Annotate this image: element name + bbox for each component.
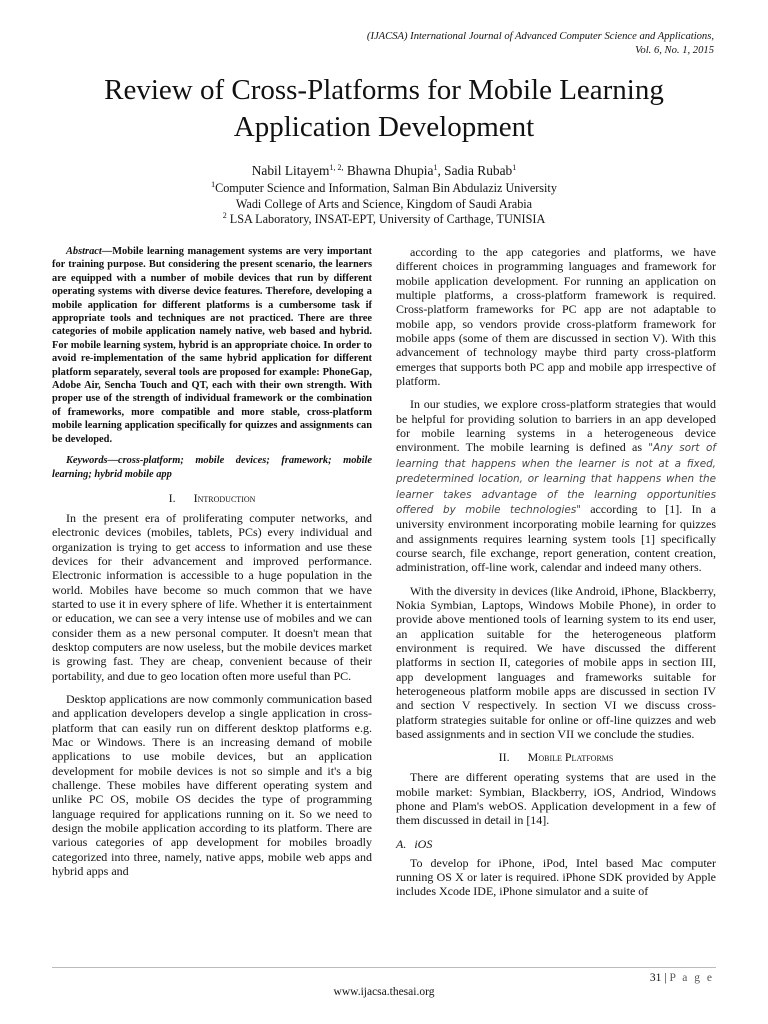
- paper-title: Review of Cross-Platforms for Mobile Learning Application Development: [104, 74, 664, 143]
- intro-paragraph-2: Desktop applications are now commonly communication based and application developers develop a single application in cross-platform that can easily run on different desktop platforms e.g. Mac or Windows. There is an increasing demand of mobile applications to use mobile devices, but an application development for mobile devices is not so simple and it's a big challenge. These mobiles have different operating system and unlike PC OS, mobile OS decides the type of programming language required for applications running on it. So we need to design the mobile application according to its platform. There are various categories of app development for mobiles broadly categorized into three, namely, native apps, mobile web apps and hybrid apps and: [52, 692, 372, 879]
- author-1: Nabil Litayem: [251, 163, 330, 178]
- abstract: Abstract—Mobile learning management systems are very important for training purpose. But considering the present scenario, the learners are equipped with a number of mobile devices that run by different operating systems with diverse device features. Therefore, developing a mobile application for different platforms is a cumbersome task if appropriate tools and techniques are not practiced. There are three categories of mobile application namely native, web based and hybrid. For mobile learning system, hybrid is an appropriate choice. In order to avoid re-implementation of the same hybrid application for different platform separately, several tools are proposed for example: PhoneGap, Adobe Air, Sencha Touch and QT, each with their own strength. With proper use of the strength of individual framework or the combination of frameworks, more compatible and more stable, cross-platform mobile learning application specifically for quizzes and assignments can be developed.: [52, 246, 372, 445]
- intro-paragraph-5: With the diversity in devices (like Android, iPhone, Blackberry, Nokia Symbian, Laptops, Windows Mobile Phone), in order to provide above mentioned tools of learning system to its end user, an application suitable for the heterogeneous platform environment is required. We have discussed the different platforms in section II, categories of mobile apps in section III, app development languages and frameworks suitable for heterogeneous platform mobile apps are discussed in section IV and section V respectively. In section VI we discuss cross-platform strategies suitable for online or off-line quizzes and web based assignments and in section VII we conclude the studies.: [396, 583, 716, 741]
- intro-paragraph-1: In the present era of proliferating computer networks, and electronic devices (mobiles, tablets, PCs) every individual and organization is trying to get access to information and use these devices for their advancement and improved performance. Electronic information is accessible to a huge population in the world. Mobiles have become so much common that we have started to use it in every sphere of life. Whether it is entertainment or education, we can see a very intense use of mobiles and we can consider them as a new personal computer. It doesn't mean that desktop computers are now useless, but the mobile devices market is growing fast. They are cheap, convenient because of their portability, and due to geo location often more useful than PC.: [52, 510, 372, 683]
- affiliation-1: $^1$Computer Science and Information, Salman Bin Abdulaziz University: [211, 180, 557, 195]
- page-number: 31 | P a g e: [649, 972, 714, 984]
- ios-paragraph-1: To develop for iPhone, iPod, Intel based Mac computer running OS X or later is required. iPhone SDK provided by Apple includes Xcode IDE, iPhone simulator and a suite of: [396, 855, 716, 899]
- left-column: [52, 245, 372, 888]
- mobile-learning-definition: "Any sort of learning that happens when the learner is not at a fixed, predetermined location, or learning that happens when the learner takes advantage of the learning opportunities offered by mobile technologies": [396, 442, 716, 516]
- section-heading-mobile-platforms: II. Mobile Platforms: [498, 750, 614, 765]
- right-column: [396, 245, 716, 908]
- author-2: Bhawna Dhupia: [343, 163, 434, 178]
- intro-paragraph-4: In our studies, we explore cross-platform strategies that would be helpful for providing solution to barriers in an app developed for mobile learning systems in a heterogeneous device environment. The mobile learning is defined as "Any sort of learning that happens when the learner is not at a fixed, predetermined location, or learning that happens when the learner takes advantage of the learning opportunities offered by mobile technologies" according to [1]. In a university environment incorporating mobile learning for quizzes and assignments requires learning system tools [1] specifically course search, file exchange, report generation, content creation, administration, off-line work, calendar and indeed many others.: [396, 397, 716, 575]
- intro-paragraph-3: according to the app categories and platforms, we have different choices in programming languages and framework for mobile application development. For running an application on multiple platforms, a cross-platform framework is required. Cross-platform frameworks for PC app are not adaptable to mobile app, so vendors provide cross-platform framework for mobile apps (some of them are discussed in section V). With this advancement of technology maybe third party cross-platform emerges that supports both PC app and mobile app irrespective of platform.: [396, 245, 716, 389]
- author-3: , Sadia Rubab: [437, 163, 513, 178]
- journal-url: www.ijacsa.thesai.org: [333, 986, 435, 998]
- platforms-paragraph-1: There are different operating systems that are used in the mobile market: Symbian, Blackberry, iOS, Andriod, Windows phone and Plam's webOS. Application development in a few of them discussed in detail in [14].: [396, 770, 716, 828]
- author-list: Nabil Litayem$^{1, 2,}$ Bhawna Dhupia$^1$, Sadia Rubab$^1$: [251, 163, 517, 178]
- journal-header: [367, 30, 714, 58]
- affiliation-1-line2: Wadi College of Arts and Science, Kingdom of Saudi Arabia: [235, 196, 533, 211]
- section-heading-introduction: I. Introduction: [168, 490, 256, 505]
- affiliation-2: $^2$ LSA Laboratory, INSAT-EPT, University of Carthage, TUNISIA: [222, 211, 546, 226]
- keywords: Keywords—cross-platform; mobile devices; framework; mobile learning; hybrid mobile app: [52, 455, 372, 480]
- affiliations: [0, 181, 768, 228]
- footer-divider: [52, 967, 716, 968]
- journal-name: (IJACSA) International Journal of Advanced Computer Science and Applications,: [366, 31, 714, 42]
- subsection-heading-ios: A. iOS: [396, 836, 433, 851]
- journal-volume: Vol. 6, No. 1, 2015: [635, 45, 714, 56]
